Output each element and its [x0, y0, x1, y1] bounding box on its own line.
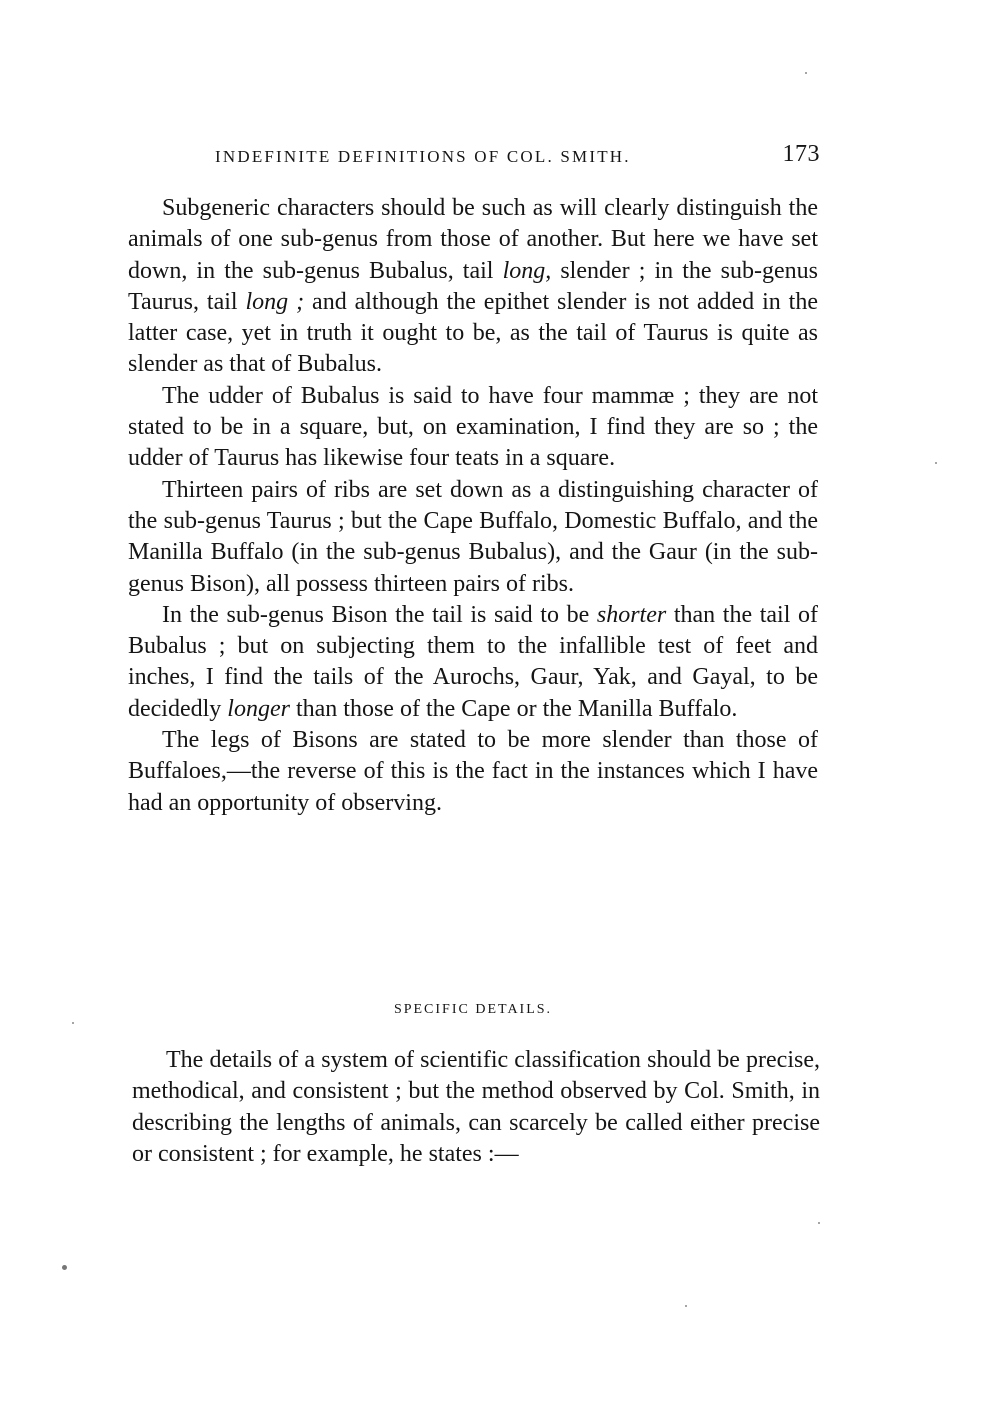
body-text	[128, 193, 818, 819]
paragraph-udder	[128, 381, 818, 475]
paper-speck	[818, 1222, 820, 1224]
text-segment: Subgeneric characters should be such as will clearly distinguish the animals of one sub-genus from those of another. But here we have set down, in the sub-genus Bubalus, tail	[128, 195, 818, 284]
text-segment: Thirteen pairs of ribs are set down as a distinguishing character of the sub-genus Taurus ; but the Cape Buffalo, Domestic Buffalo, and the Manilla Buffalo (in the sub-genus Bubalus), and the Gaur (in the sub-genus Bison), all possess thirteen pairs of ribs.	[128, 476, 818, 597]
text-segment: than those of the Cape or the Manilla Buffalo.	[289, 695, 738, 722]
paper-speck	[685, 1305, 687, 1307]
italic-segment: long,	[502, 257, 552, 284]
text-segment: and although the epithet slender is not added in the latter case, yet in truth it ought to be, as the tail of Taurus is quite as slender as that of Bubalus.	[128, 288, 819, 378]
text-segment: The udder of Bubalus is said to have four mammæ ; they are not stated to be in a square, but, on examination, I find they are so ; the udder of Taurus has likewise four teats in a square.	[128, 382, 818, 472]
paper-speck	[62, 1265, 67, 1270]
italic-segment: longer	[227, 695, 290, 722]
text-segment: slender ; in the sub-genus Taurus, tail	[128, 257, 819, 315]
paragraph-subgeneric-characters	[128, 193, 818, 381]
paper-speck	[72, 1022, 74, 1024]
section-body-text	[132, 1045, 820, 1170]
text-segment: The legs of Bisons are stated to be more slender than those of Buffaloes,—the reverse of this is the fact in the instances which I have had an opportunity of observing.	[128, 727, 818, 816]
text-segment: than the tail of Bubalus ; but on subjecting them to the infallible test of feet and inches, I find the tails of the Aurochs, Gaur, Yak, and Gayal, to be decidedly	[128, 601, 818, 722]
page-number: 173	[782, 141, 820, 167]
paper-speck	[805, 72, 807, 74]
text-segment: The details of a system of scientific classification should be precise, methodical, and consistent ; but the method observed by Col. Smith, in describing the lengths of animals, can scarcely be called either precise or consistent ; for example, he states :—	[132, 1047, 820, 1167]
section-heading: SPECIFIC DETAILS.	[393, 1002, 553, 1017]
running-head	[215, 143, 820, 173]
paper-speck	[935, 462, 937, 464]
paragraph-bison-tail	[128, 600, 818, 725]
italic-segment: shorter	[596, 601, 667, 628]
paragraph-ribs	[128, 475, 818, 600]
italic-segment: long ;	[245, 288, 305, 315]
paragraph-bison-legs	[128, 725, 818, 819]
paragraph-specific-details	[132, 1045, 820, 1170]
running-title: INDEFINITE DEFINITIONS OF COL. SMITH.	[215, 147, 631, 166]
text-segment: In the sub-genus Bison the tail is said to be	[162, 601, 597, 628]
